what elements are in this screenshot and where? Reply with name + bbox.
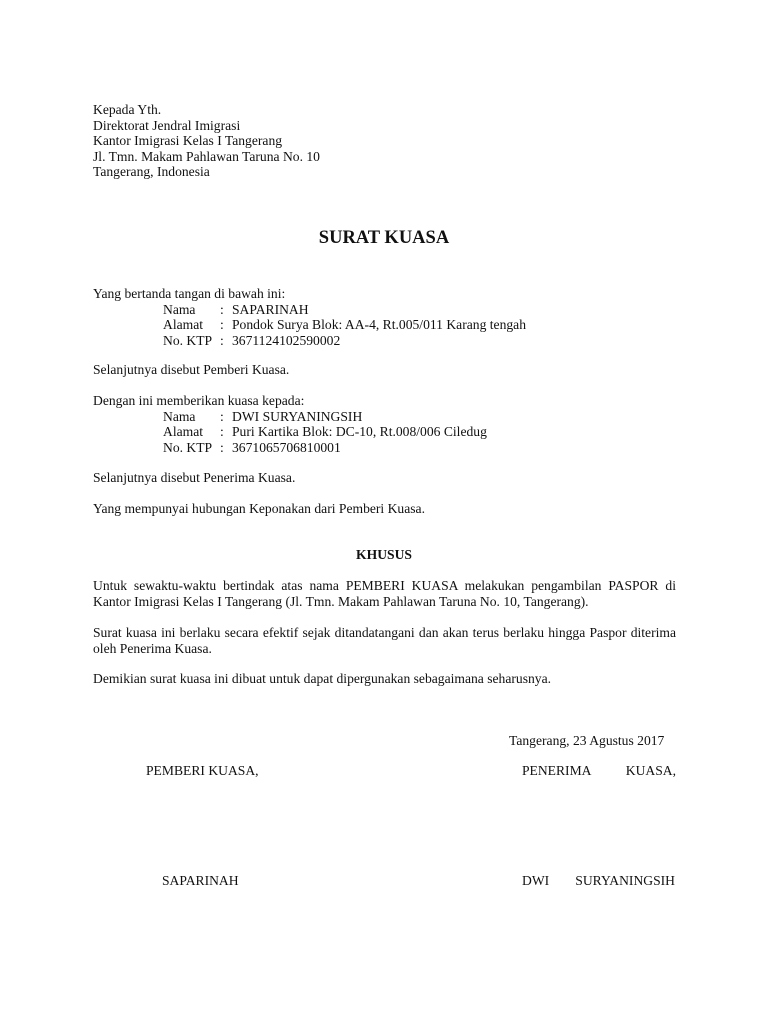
receiver-signature-name-word: SURYANINGSIH	[575, 873, 675, 888]
giver-name-row	[93, 302, 676, 318]
giver-signature-label: PEMBERI KUASA,	[146, 763, 259, 778]
receiver-address-label: Alamat	[163, 424, 204, 439]
grant-intro-text: Dengan ini memberikan kuasa kepada:	[93, 393, 305, 408]
document-title: SURAT KUASA	[318, 228, 450, 248]
receiver-signature-name-word: DWI	[522, 873, 550, 888]
giver-signature-name: SAPARINAH	[162, 873, 239, 888]
receiver-ktp-colon: :	[220, 439, 224, 455]
receiver-name-row	[93, 409, 676, 425]
recipient-line: Tangerang, Indonesia	[93, 164, 210, 179]
paragraph-purpose: Untuk sewaktu-waktu bertindak atas nama PEMBERI KUASA melakukan pengambilan PASPOR di Kantor Imigrasi Kelas I Tangerang (Jl. Tmn. Makam Pahlawan Taruna No. 10, Tangerang).	[93, 578, 676, 609]
giver-section	[93, 286, 676, 348]
recipient-address	[93, 102, 676, 180]
intro-text: Yang bertanda tangan di bawah ini:	[93, 286, 286, 301]
receiver-signature-label-word: KUASA,	[625, 763, 676, 778]
giver-name-label: Nama	[163, 301, 196, 317]
receiver-address-colon: :	[220, 424, 224, 439]
giver-address-value: Pondok Surya Blok: AA-4, Rt.005/011 Karang tengah	[232, 317, 527, 332]
receiver-name-value: DWI SURYANINGSIH	[232, 408, 363, 424]
receiver-signature-label-word: PENERIMA	[522, 763, 592, 778]
receiver-ktp-value: 3671065706810001	[232, 439, 341, 455]
recipient-line: Jl. Tmn. Makam Pahlawan Taruna No. 10	[93, 148, 320, 164]
receiver-signature-name	[522, 873, 675, 889]
receiver-name-label: Nama	[163, 408, 196, 424]
recipient-line: Kantor Imigrasi Kelas I Tangerang	[93, 133, 283, 148]
receiver-ktp-row	[93, 440, 676, 456]
giver-name-value: SAPARINAH	[232, 301, 309, 317]
section-subtitle: KHUSUS	[356, 547, 412, 562]
relationship-text: Yang mempunyai hubungan Keponakan dari Pemberi Kuasa.	[93, 501, 425, 516]
giver-ktp-row	[93, 333, 676, 349]
receiver-address-value: Puri Kartika Blok: DC-10, Rt.008/006 Ciledug	[232, 424, 487, 439]
giver-ktp-label: No. KTP	[163, 332, 213, 348]
place-date: Tangerang, 23 Agustus 2017	[509, 733, 665, 748]
giver-ktp-colon: :	[220, 332, 224, 348]
receiver-ktp-label: No. KTP	[163, 439, 213, 455]
recipient-line: Direktorat Jendral Imigrasi	[93, 117, 241, 133]
receiver-note: Selanjutnya disebut Penerima Kuasa.	[93, 470, 296, 485]
receiver-address-row	[93, 424, 676, 440]
receiver-section	[93, 393, 676, 455]
giver-address-row	[93, 317, 676, 333]
giver-note: Selanjutnya disebut Pemberi Kuasa.	[93, 362, 290, 377]
giver-address-label: Alamat	[163, 317, 204, 332]
paragraph-validity: Surat kuasa ini berlaku secara efektif sejak ditandatangani dan akan terus berlaku hingga Paspor diterima oleh Penerima Kuasa.	[93, 625, 676, 656]
recipient-line: Kepada Yth.	[93, 102, 162, 117]
receiver-name-colon: :	[220, 408, 224, 424]
giver-address-colon: :	[220, 317, 224, 332]
paragraph-closing: Demikian surat kuasa ini dibuat untuk dapat dipergunakan sebagaimana seharusnya.	[93, 671, 552, 686]
giver-name-colon: :	[220, 301, 224, 317]
giver-ktp-value: 3671124102590002	[232, 332, 341, 348]
receiver-signature-label	[522, 763, 676, 779]
